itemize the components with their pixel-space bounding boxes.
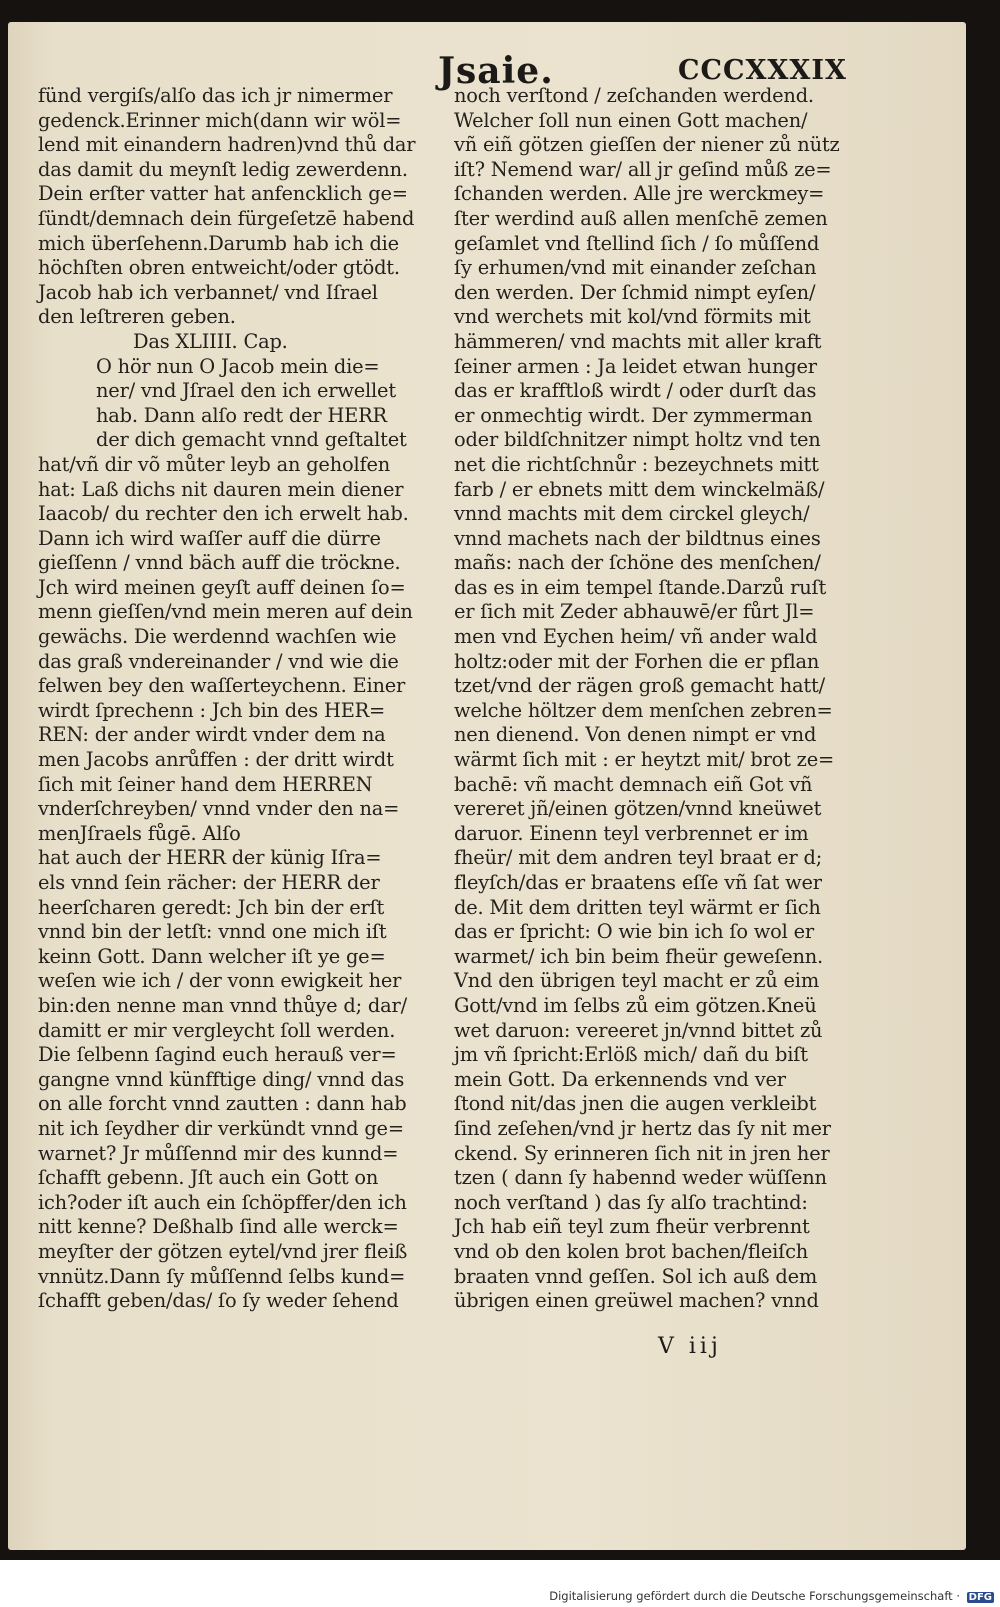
text-line: gedenck.Erinner mich(dann wir wöl= (38, 108, 402, 132)
text-line: Iaacob/ du rechter den ich erwelt hab. (38, 502, 409, 526)
text-line: ſind zeſehen/vnd jr hertz das ſy nit mer (454, 1116, 831, 1140)
text-line: warmet/ ich bin beim fheür geweſenn. (454, 944, 824, 968)
footer-credit (549, 1589, 994, 1603)
text-line: Dein erſter vatter hat anfencklich ge= (38, 182, 408, 206)
text-line: Jch hab eiñ teyl zum fheür verbrennt (454, 1215, 810, 1239)
text-line: jm vñ ſpricht:Erlöß mich/ dañ du biſt (454, 1043, 808, 1067)
text-line: gangne vnnd künfftige ding/ vnnd das (38, 1067, 405, 1091)
text-line: vñ eiñ götzen gieſſen der niener zů nütz (454, 133, 840, 157)
text-line: keinn Gott. Dann welcher iſt ye ge= (38, 944, 386, 968)
text-line: er ſich mit Zeder abhauwē/er fůrt Jl= (454, 600, 815, 624)
text-line: vnd ob den kolen brot bachen/fleiſch (454, 1239, 809, 1263)
text-line: hab. Dann alſo redt der HERR (96, 403, 387, 427)
text-line: bachē: vñ macht demnach eiñ Got vñ (454, 772, 813, 796)
text-line: vnnd machts mit dem circkel gleych/ (454, 502, 810, 526)
text-line: nitt kenne? Deßhalb ſind alle werck= (38, 1215, 399, 1239)
folio-number: CCCXXXIX (678, 55, 847, 86)
text-line: farb / er ebnets mitt dem winckelmäß/ (454, 477, 825, 501)
text-line: hat: Laß dichs nit dauren mein diener (38, 477, 404, 501)
text-line: vnnd bin der letſt: vnnd one mich iſt (38, 920, 387, 944)
text-line: Gott/vnd im ſelbs zů eim götzen.Kneü (454, 993, 817, 1017)
text-line: on alle forcht vnnd zautten : dann hab (38, 1092, 407, 1116)
text-line: ſeiner armen : Ja leidet etwan hunger (454, 354, 817, 378)
text-line: men Jacobs anrůffen : der dritt wirdt (38, 748, 394, 772)
text-line: els vnnd ſein rächer: der HERR der (38, 871, 380, 894)
text-line: hat auch der HERR der künig Iſra= (38, 846, 382, 870)
text-line: hat/vñ dir võ můter leyb an geholfen (38, 452, 391, 476)
text-line: vnnütz.Dann ſy můſſennd ſelbs kund= (38, 1264, 406, 1288)
footer-text: Digitalisierung gefördert durch die Deutsche Forschungsgemeinschaft · (549, 1589, 960, 1603)
text-line: ſter werdind auß allen menſchē zemen (454, 206, 828, 230)
text-line: vnderſchreyben/ vnnd vnder den na= (38, 797, 400, 821)
text-line: ſtond nit/das jnen die augen verkleibt (454, 1092, 817, 1116)
left-text-column (38, 84, 428, 1314)
text-line: Vnd den übrigen teyl macht er zů eim (454, 969, 819, 993)
text-line: nen dienend. Von denen nimpt er vnd (454, 723, 817, 747)
text-line: höchſten obren entweicht/oder gtödt. (38, 256, 400, 280)
text-line: wärmt ſich mit : er heytzt mit/ brot ze= (454, 748, 835, 772)
text-line: mañs: nach der ſchöne des menſchen/ (454, 551, 821, 575)
text-line: de. Mit dem dritten teyl wärmt er ſich (454, 895, 821, 919)
text-line: ſchafft gebenn. Jſt auch ein Gott on (38, 1166, 379, 1190)
text-line: gewächs. Die werdennd wachſen wie (38, 625, 397, 649)
text-line: bin:den nenne man vnnd thůye d; dar/ (38, 993, 407, 1017)
text-line: das er krafftloß wirdt / oder durſt das (454, 379, 817, 403)
text-line: braaten vnnd geſſen. Sol ich auß dem (454, 1264, 818, 1288)
text-line: mich überſehenn.Darumb hab ich die (38, 231, 399, 255)
text-line: ckend. Sy erinneren ſich nit in jren her (454, 1141, 830, 1165)
text-line: menJſraels fůgē. Alſo (38, 821, 241, 845)
text-line: lend mit einandern hadren)vnd thů dar (38, 133, 416, 157)
text-line: noch verſtand ) das ſy alſo trachtind: (454, 1190, 808, 1214)
text-line: nit ich ſeydher dir verkündt vnnd ge= (38, 1116, 404, 1140)
text-line: REN: der ander wirdt vnder dem na (38, 723, 386, 747)
text-line: wirdt ſprechenn : Jch bin des HER= (38, 698, 386, 722)
text-line: Welcher ſoll nun einen Gott machen/ (454, 108, 808, 132)
text-line: hämmeren/ vnd machts mit aller kraft (454, 329, 822, 353)
text-line: das es in eim tempel ſtande.Darzů ruſt (454, 575, 827, 599)
text-line: men vnd Eychen heim/ vñ ander wald (454, 625, 818, 649)
text-line: fheür/ mit dem andren teyl braat er d; (454, 846, 823, 870)
text-line: holtz:oder mit der Forhen die er pflan (454, 649, 820, 673)
text-line: felwen bey den waſſerteychenn. Einer (38, 674, 406, 698)
text-line: ſchanden werden. Alle jre werckmey= (454, 182, 825, 206)
text-line: weſen wie ich / der vonn ewigkeit her (38, 969, 402, 993)
running-title: Jsaie. (438, 50, 554, 92)
text-line: übrigen einen greüwel machen? vnnd (454, 1289, 819, 1313)
text-line: net die richtſchnůr : bezeychnets mitt (454, 452, 819, 476)
dfg-logo: DFG (968, 1592, 992, 1603)
text-line: gieſſenn / vnnd bäch auff die tröckne. (38, 551, 401, 575)
text-line: ſchafft geben/das/ ſo ſy weder ſehend (38, 1289, 399, 1313)
text-line: Jacob hab ich verbannet/ vnd Iſrael (38, 280, 378, 304)
text-line: vnd werchets mit kol/vnd förmits mit (454, 305, 811, 329)
text-line: mein Gott. Da erkennends vnd ver (454, 1067, 786, 1091)
text-line: welche höltzer dem menſchen zebren= (454, 698, 833, 722)
text-line: meyſter der götzen eytel/vnd jrer fleiß (38, 1239, 408, 1263)
text-line: ſich mit ſeiner hand dem HERREN (38, 772, 373, 796)
text-line: den leſtreren geben. (38, 305, 236, 329)
text-line: Die ſelbenn ſagind euch herauß ver= (38, 1043, 397, 1067)
text-line: tzen ( dann ſy habennd weder wüſſenn (454, 1166, 827, 1190)
text-line: ner/ vnd Jſrael den ich erwellet (96, 379, 396, 403)
text-line: wet daruon: vereeret jn/vnnd bittet zů (454, 1018, 823, 1042)
book-page (8, 22, 966, 1550)
text-line: ſündt/demnach dein fürgeſetzē habend (38, 206, 415, 230)
text-line: oder bildſchnitzer nimpt holtz vnd ten (454, 428, 821, 452)
text-line: der dich gemacht vnnd geſtaltet (96, 428, 407, 452)
text-line: menn gieſſen/vnd mein meren auf dein (38, 600, 413, 624)
text-line: das damit du meynſt ledig zewerdenn. (38, 157, 408, 181)
text-line: das er ſpricht: O wie bin ich ſo wol er (454, 920, 814, 944)
text-line: vnnd machets nach der bildtnus eines (454, 526, 821, 550)
text-line: das graß vndereinander / vnd wie die (38, 649, 399, 673)
text-line: Das XLIIII. Cap. (133, 329, 288, 353)
text-line: daruor. Einenn teyl verbrennet er im (454, 821, 809, 845)
text-line: ich?oder iſt auch ein ſchöpffer/den ich (38, 1190, 407, 1214)
text-line: er onmechtig wirdt. Der zymmerman (454, 403, 813, 427)
text-line: den werden. Der ſchmid nimpt eyſen/ (454, 280, 816, 304)
text-line: warnet? Jr můſſennd mir des kunnd= (38, 1141, 399, 1165)
text-line: fünd vergiſs/alſo das ich jr nimermer (38, 84, 393, 107)
text-line: tzet/vnd der rägen groß gemacht hatt/ (454, 674, 825, 698)
signature-mark: V iij (658, 1334, 722, 1359)
text-line: vereret jñ/einen götzen/vnnd kneüwet (454, 797, 822, 821)
text-line: Dann ich wird waſſer auff die dürre (38, 526, 381, 550)
text-line: O hör nun O Jacob mein die= (96, 354, 380, 378)
text-line: noch verſtond / zeſchanden werdend. (454, 84, 814, 107)
text-line: fleyſch/das er braatens eſſe vñ ſat wer (454, 871, 822, 894)
text-line: Jch wird meinen geyſt auff deinen ſo= (38, 575, 406, 599)
text-line: damitt er mir vergleycht ſoll werden. (38, 1018, 396, 1042)
text-line: ſy erhumen/vnd mit einander zeſchan (454, 256, 817, 280)
text-line: geſamlet vnd ſtellind ſich / ſo můſſend (454, 231, 820, 255)
text-line: iſt? Nemend war/ all jr geſind můß ze= (454, 157, 832, 181)
right-text-column (454, 84, 844, 1314)
text-line: heerſcharen geredt: Jch bin der erſt (38, 895, 385, 919)
